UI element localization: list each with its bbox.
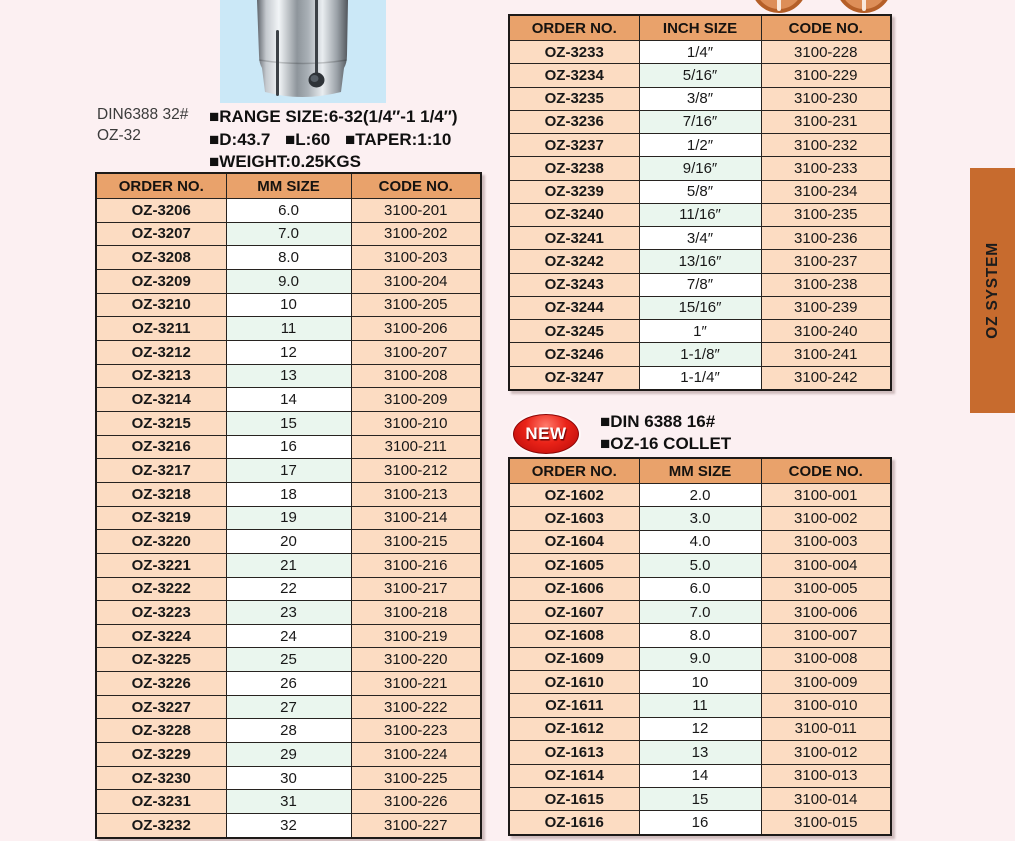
spec-weight: ■WEIGHT:0.25KGS bbox=[209, 152, 361, 171]
cell-order-no: OZ-3220 bbox=[96, 530, 226, 554]
table-row bbox=[96, 482, 481, 506]
cell-code-no: 3100-223 bbox=[351, 719, 481, 743]
cell-order-no: OZ-1603 bbox=[509, 507, 639, 530]
cell-code-no: 3100-010 bbox=[761, 694, 891, 717]
cell-size: 1/2″ bbox=[639, 134, 761, 157]
cell-order-no: OZ-3217 bbox=[96, 459, 226, 483]
cell-size: 5/16″ bbox=[639, 64, 761, 87]
table-row bbox=[96, 624, 481, 648]
cell-code-no: 3100-232 bbox=[761, 134, 891, 157]
table-row bbox=[509, 320, 891, 343]
cell-order-no: OZ-3225 bbox=[96, 648, 226, 672]
model-label bbox=[97, 104, 188, 146]
spec-dimensions bbox=[209, 129, 509, 152]
cell-order-no: OZ-3243 bbox=[509, 273, 639, 296]
cell-size: 9.0 bbox=[639, 647, 761, 670]
table-header-row bbox=[96, 173, 481, 199]
table-row bbox=[509, 717, 891, 740]
cell-size: 10 bbox=[639, 671, 761, 694]
cell-order-no: OZ-3232 bbox=[96, 814, 226, 838]
table-row bbox=[96, 411, 481, 435]
cell-code-no: 3100-211 bbox=[351, 435, 481, 459]
collet-image bbox=[220, 0, 386, 103]
table-row bbox=[96, 317, 481, 341]
cell-code-no: 3100-228 bbox=[761, 41, 891, 64]
cell-size: 24 bbox=[226, 624, 351, 648]
cell-size: 1/4″ bbox=[639, 41, 761, 64]
cell-size: 15/16″ bbox=[639, 296, 761, 319]
spec-taper: ■TAPER:1:10 bbox=[345, 129, 452, 149]
cell-order-no: OZ-3215 bbox=[96, 411, 226, 435]
header-inch-size: INCH SIZE bbox=[639, 15, 761, 41]
oz32-inch-table bbox=[508, 14, 892, 391]
table-row bbox=[96, 814, 481, 838]
table-row bbox=[96, 506, 481, 530]
cell-order-no: OZ-3213 bbox=[96, 364, 226, 388]
table-row bbox=[96, 246, 481, 270]
cell-size: 28 bbox=[226, 719, 351, 743]
cell-size: 31 bbox=[226, 790, 351, 814]
cell-code-no: 3100-201 bbox=[351, 199, 481, 223]
cell-size: 27 bbox=[226, 695, 351, 719]
cell-code-no: 3100-205 bbox=[351, 293, 481, 317]
cell-code-no: 3100-011 bbox=[761, 717, 891, 740]
cell-size: 4.0 bbox=[639, 530, 761, 553]
oz16-collet-name: ■OZ-16 COLLET bbox=[600, 433, 732, 453]
cell-order-no: OZ-3207 bbox=[96, 222, 226, 246]
table-row bbox=[509, 694, 891, 717]
cell-code-no: 3100-220 bbox=[351, 648, 481, 672]
table-row bbox=[96, 530, 481, 554]
model-standard: DIN6388 32# bbox=[97, 106, 189, 123]
cell-code-no: 3100-215 bbox=[351, 530, 481, 554]
table-row bbox=[96, 719, 481, 743]
table-row bbox=[96, 695, 481, 719]
table-row bbox=[509, 484, 891, 507]
cell-order-no: OZ-3233 bbox=[509, 41, 639, 64]
cell-order-no: OZ-1615 bbox=[509, 787, 639, 810]
cell-size: 11 bbox=[226, 317, 351, 341]
table-row bbox=[509, 366, 891, 390]
table-row bbox=[96, 435, 481, 459]
table-row bbox=[509, 624, 891, 647]
cell-size: 13/16″ bbox=[639, 250, 761, 273]
cell-size: 16 bbox=[226, 435, 351, 459]
cell-order-no: OZ-1606 bbox=[509, 577, 639, 600]
cell-code-no: 3100-214 bbox=[351, 506, 481, 530]
cell-code-no: 3100-208 bbox=[351, 364, 481, 388]
cell-order-no: OZ-3218 bbox=[96, 482, 226, 506]
cell-code-no: 3100-235 bbox=[761, 203, 891, 226]
cell-order-no: OZ-3211 bbox=[96, 317, 226, 341]
cell-code-no: 3100-233 bbox=[761, 157, 891, 180]
cell-order-no: OZ-3210 bbox=[96, 293, 226, 317]
cell-size: 18 bbox=[226, 482, 351, 506]
cell-order-no: OZ-1611 bbox=[509, 694, 639, 717]
cell-code-no: 3100-015 bbox=[761, 811, 891, 835]
collet-product-photo bbox=[220, 0, 386, 103]
cell-code-no: 3100-006 bbox=[761, 600, 891, 623]
cell-size: 8.0 bbox=[226, 246, 351, 270]
cell-order-no: OZ-1607 bbox=[509, 600, 639, 623]
cell-code-no: 3100-231 bbox=[761, 110, 891, 133]
cell-code-no: 3100-226 bbox=[351, 790, 481, 814]
header-code-no: CODE NO. bbox=[761, 15, 891, 41]
cell-code-no: 3100-207 bbox=[351, 340, 481, 364]
table-row bbox=[509, 600, 891, 623]
cell-code-no: 3100-013 bbox=[761, 764, 891, 787]
oz32-mm-table bbox=[95, 172, 482, 839]
cell-size: 11/16″ bbox=[639, 203, 761, 226]
cell-size: 6.0 bbox=[226, 199, 351, 223]
cell-code-no: 3100-212 bbox=[351, 459, 481, 483]
table-row bbox=[96, 388, 481, 412]
cell-size: 6.0 bbox=[639, 577, 761, 600]
cell-code-no: 3100-219 bbox=[351, 624, 481, 648]
cell-order-no: OZ-3241 bbox=[509, 227, 639, 250]
cell-size: 21 bbox=[226, 553, 351, 577]
cell-code-no: 3100-002 bbox=[761, 507, 891, 530]
cell-size: 25 bbox=[226, 648, 351, 672]
cell-size: 2.0 bbox=[639, 484, 761, 507]
table-row bbox=[509, 764, 891, 787]
cell-code-no: 3100-204 bbox=[351, 269, 481, 293]
cell-size: 3.0 bbox=[639, 507, 761, 530]
table-row bbox=[509, 157, 891, 180]
cell-size: 16 bbox=[639, 811, 761, 835]
cell-order-no: OZ-3240 bbox=[509, 203, 639, 226]
cell-order-no: OZ-3206 bbox=[96, 199, 226, 223]
cell-size: 17 bbox=[226, 459, 351, 483]
cell-size: 9/16″ bbox=[639, 157, 761, 180]
table-row bbox=[509, 134, 891, 157]
cell-size: 10 bbox=[226, 293, 351, 317]
table-row bbox=[96, 766, 481, 790]
table-row bbox=[509, 787, 891, 810]
cell-order-no: OZ-3247 bbox=[509, 366, 639, 390]
cell-size: 3/8″ bbox=[639, 87, 761, 110]
cell-order-no: OZ-3208 bbox=[96, 246, 226, 270]
table-header-row bbox=[509, 15, 891, 41]
cell-code-no: 3100-217 bbox=[351, 577, 481, 601]
cell-size: 7/8″ bbox=[639, 273, 761, 296]
collet-face-icon bbox=[835, 0, 893, 14]
header-code-no: CODE NO. bbox=[351, 173, 481, 199]
cell-order-no: OZ-1602 bbox=[509, 484, 639, 507]
cell-size: 5/8″ bbox=[639, 180, 761, 203]
header-order-no: ORDER NO. bbox=[96, 173, 226, 199]
cell-code-no: 3100-206 bbox=[351, 317, 481, 341]
oz16-standard: ■DIN 6388 16# bbox=[600, 412, 716, 431]
header-order-no: ORDER NO. bbox=[509, 458, 639, 484]
table-row bbox=[96, 269, 481, 293]
cell-order-no: OZ-3223 bbox=[96, 601, 226, 625]
cell-order-no: OZ-3222 bbox=[96, 577, 226, 601]
cell-size: 7.0 bbox=[639, 600, 761, 623]
cell-order-no: OZ-3219 bbox=[96, 506, 226, 530]
table-row bbox=[509, 110, 891, 133]
cell-order-no: OZ-1613 bbox=[509, 741, 639, 764]
table-row bbox=[96, 577, 481, 601]
table-row bbox=[96, 648, 481, 672]
cell-code-no: 3100-239 bbox=[761, 296, 891, 319]
cell-size: 8.0 bbox=[639, 624, 761, 647]
cell-size: 26 bbox=[226, 672, 351, 696]
cell-order-no: OZ-1614 bbox=[509, 764, 639, 787]
table-row bbox=[96, 459, 481, 483]
table-row bbox=[509, 87, 891, 110]
table-row bbox=[509, 811, 891, 835]
new-badge-label: NEW bbox=[525, 424, 567, 443]
cell-size: 1″ bbox=[639, 320, 761, 343]
cell-order-no: OZ-3246 bbox=[509, 343, 639, 366]
table-row bbox=[509, 554, 891, 577]
cell-order-no: OZ-3228 bbox=[96, 719, 226, 743]
cell-code-no: 3100-242 bbox=[761, 366, 891, 390]
cell-order-no: OZ-1616 bbox=[509, 811, 639, 835]
cell-order-no: OZ-3224 bbox=[96, 624, 226, 648]
cell-code-no: 3100-236 bbox=[761, 227, 891, 250]
cell-code-no: 3100-213 bbox=[351, 482, 481, 506]
table-row bbox=[96, 340, 481, 364]
cell-code-no: 3100-241 bbox=[761, 343, 891, 366]
product-specs bbox=[209, 106, 509, 174]
cell-size: 1-1/8″ bbox=[639, 343, 761, 366]
cell-size: 12 bbox=[226, 340, 351, 364]
cell-size: 15 bbox=[639, 787, 761, 810]
spec-length: ■L:60 bbox=[285, 129, 331, 149]
table-row bbox=[509, 343, 891, 366]
table-row bbox=[509, 671, 891, 694]
cell-order-no: OZ-3235 bbox=[509, 87, 639, 110]
table-row bbox=[509, 296, 891, 319]
header-mm-size: MM SIZE bbox=[226, 173, 351, 199]
cell-order-no: OZ-3229 bbox=[96, 743, 226, 767]
cell-size: 14 bbox=[639, 764, 761, 787]
table-row bbox=[96, 790, 481, 814]
cell-order-no: OZ-3209 bbox=[96, 269, 226, 293]
table-row bbox=[509, 250, 891, 273]
cell-order-no: OZ-3238 bbox=[509, 157, 639, 180]
cell-order-no: OZ-1610 bbox=[509, 671, 639, 694]
cell-code-no: 3100-240 bbox=[761, 320, 891, 343]
cell-order-no: OZ-3242 bbox=[509, 250, 639, 273]
cell-code-no: 3100-237 bbox=[761, 250, 891, 273]
cell-code-no: 3100-012 bbox=[761, 741, 891, 764]
cell-size: 15 bbox=[226, 411, 351, 435]
table-row bbox=[509, 64, 891, 87]
cell-code-no: 3100-210 bbox=[351, 411, 481, 435]
cell-order-no: OZ-3237 bbox=[509, 134, 639, 157]
cell-size: 12 bbox=[639, 717, 761, 740]
table-row bbox=[509, 203, 891, 226]
cell-code-no: 3100-001 bbox=[761, 484, 891, 507]
spec-range-size: ■RANGE SIZE:6-32(1/4″-1 1/4″) bbox=[209, 107, 458, 126]
cell-size: 9.0 bbox=[226, 269, 351, 293]
table-row bbox=[96, 601, 481, 625]
cell-code-no: 3100-229 bbox=[761, 64, 891, 87]
cell-code-no: 3100-003 bbox=[761, 530, 891, 553]
table-row bbox=[509, 530, 891, 553]
cell-order-no: OZ-3227 bbox=[96, 695, 226, 719]
cell-size: 30 bbox=[226, 766, 351, 790]
cell-size: 14 bbox=[226, 388, 351, 412]
cell-code-no: 3100-009 bbox=[761, 671, 891, 694]
cell-order-no: OZ-1605 bbox=[509, 554, 639, 577]
cell-size: 13 bbox=[226, 364, 351, 388]
header-mm-size: MM SIZE bbox=[639, 458, 761, 484]
cell-code-no: 3100-221 bbox=[351, 672, 481, 696]
cell-size: 3/4″ bbox=[639, 227, 761, 250]
cell-size: 7/16″ bbox=[639, 110, 761, 133]
table-row bbox=[96, 672, 481, 696]
cell-size: 20 bbox=[226, 530, 351, 554]
cell-size: 13 bbox=[639, 741, 761, 764]
cell-code-no: 3100-007 bbox=[761, 624, 891, 647]
table-row bbox=[509, 741, 891, 764]
cell-order-no: OZ-3226 bbox=[96, 672, 226, 696]
header-order-no: ORDER NO. bbox=[509, 15, 639, 41]
cell-code-no: 3100-216 bbox=[351, 553, 481, 577]
cell-code-no: 3100-014 bbox=[761, 787, 891, 810]
table-row bbox=[96, 293, 481, 317]
cell-order-no: OZ-1604 bbox=[509, 530, 639, 553]
cell-code-no: 3100-225 bbox=[351, 766, 481, 790]
table-row bbox=[509, 647, 891, 670]
cell-code-no: 3100-227 bbox=[351, 814, 481, 838]
cell-size: 32 bbox=[226, 814, 351, 838]
cell-order-no: OZ-3221 bbox=[96, 553, 226, 577]
cell-order-no: OZ-3239 bbox=[509, 180, 639, 203]
cell-size: 29 bbox=[226, 743, 351, 767]
cell-size: 23 bbox=[226, 601, 351, 625]
table-row bbox=[509, 227, 891, 250]
cell-order-no: OZ-3245 bbox=[509, 320, 639, 343]
cell-order-no: OZ-3212 bbox=[96, 340, 226, 364]
cell-code-no: 3100-008 bbox=[761, 647, 891, 670]
cell-order-no: OZ-3234 bbox=[509, 64, 639, 87]
cell-code-no: 3100-224 bbox=[351, 743, 481, 767]
table-row bbox=[96, 222, 481, 246]
table-row bbox=[96, 199, 481, 223]
table-row bbox=[509, 507, 891, 530]
cell-order-no: OZ-3214 bbox=[96, 388, 226, 412]
oz16-heading bbox=[600, 411, 731, 454]
cell-code-no: 3100-222 bbox=[351, 695, 481, 719]
oz16-mm-table bbox=[508, 457, 892, 836]
cell-order-no: OZ-1608 bbox=[509, 624, 639, 647]
table-row bbox=[509, 180, 891, 203]
cell-code-no: 3100-202 bbox=[351, 222, 481, 246]
cell-code-no: 3100-234 bbox=[761, 180, 891, 203]
cell-code-no: 3100-218 bbox=[351, 601, 481, 625]
cell-size: 1-1/4″ bbox=[639, 366, 761, 390]
table-row bbox=[96, 743, 481, 767]
cell-order-no: OZ-3216 bbox=[96, 435, 226, 459]
cell-order-no: OZ-3230 bbox=[96, 766, 226, 790]
spec-diameter: ■D:43.7 bbox=[209, 129, 271, 149]
cell-order-no: OZ-3244 bbox=[509, 296, 639, 319]
table-row bbox=[509, 577, 891, 600]
cell-code-no: 3100-004 bbox=[761, 554, 891, 577]
table-row bbox=[509, 273, 891, 296]
cell-order-no: OZ-3231 bbox=[96, 790, 226, 814]
cell-size: 7.0 bbox=[226, 222, 351, 246]
cell-code-no: 3100-238 bbox=[761, 273, 891, 296]
cell-order-no: OZ-1609 bbox=[509, 647, 639, 670]
oz-system-tab-label: OZ SYSTEM bbox=[983, 242, 1001, 339]
oz-system-section-tab bbox=[970, 168, 1015, 413]
cell-code-no: 3100-209 bbox=[351, 388, 481, 412]
model-number: OZ-32 bbox=[97, 127, 141, 144]
cell-code-no: 3100-230 bbox=[761, 87, 891, 110]
header-code-no: CODE NO. bbox=[761, 458, 891, 484]
cell-size: 11 bbox=[639, 694, 761, 717]
cell-code-no: 3100-203 bbox=[351, 246, 481, 270]
cell-size: 5.0 bbox=[639, 554, 761, 577]
cell-size: 19 bbox=[226, 506, 351, 530]
table-row bbox=[96, 364, 481, 388]
table-header-row bbox=[509, 458, 891, 484]
collet-face-icon bbox=[750, 0, 808, 14]
table-row bbox=[509, 41, 891, 64]
cell-size: 22 bbox=[226, 577, 351, 601]
table-row bbox=[96, 553, 481, 577]
cell-order-no: OZ-3236 bbox=[509, 110, 639, 133]
cell-code-no: 3100-005 bbox=[761, 577, 891, 600]
new-badge bbox=[513, 414, 579, 454]
cell-order-no: OZ-1612 bbox=[509, 717, 639, 740]
